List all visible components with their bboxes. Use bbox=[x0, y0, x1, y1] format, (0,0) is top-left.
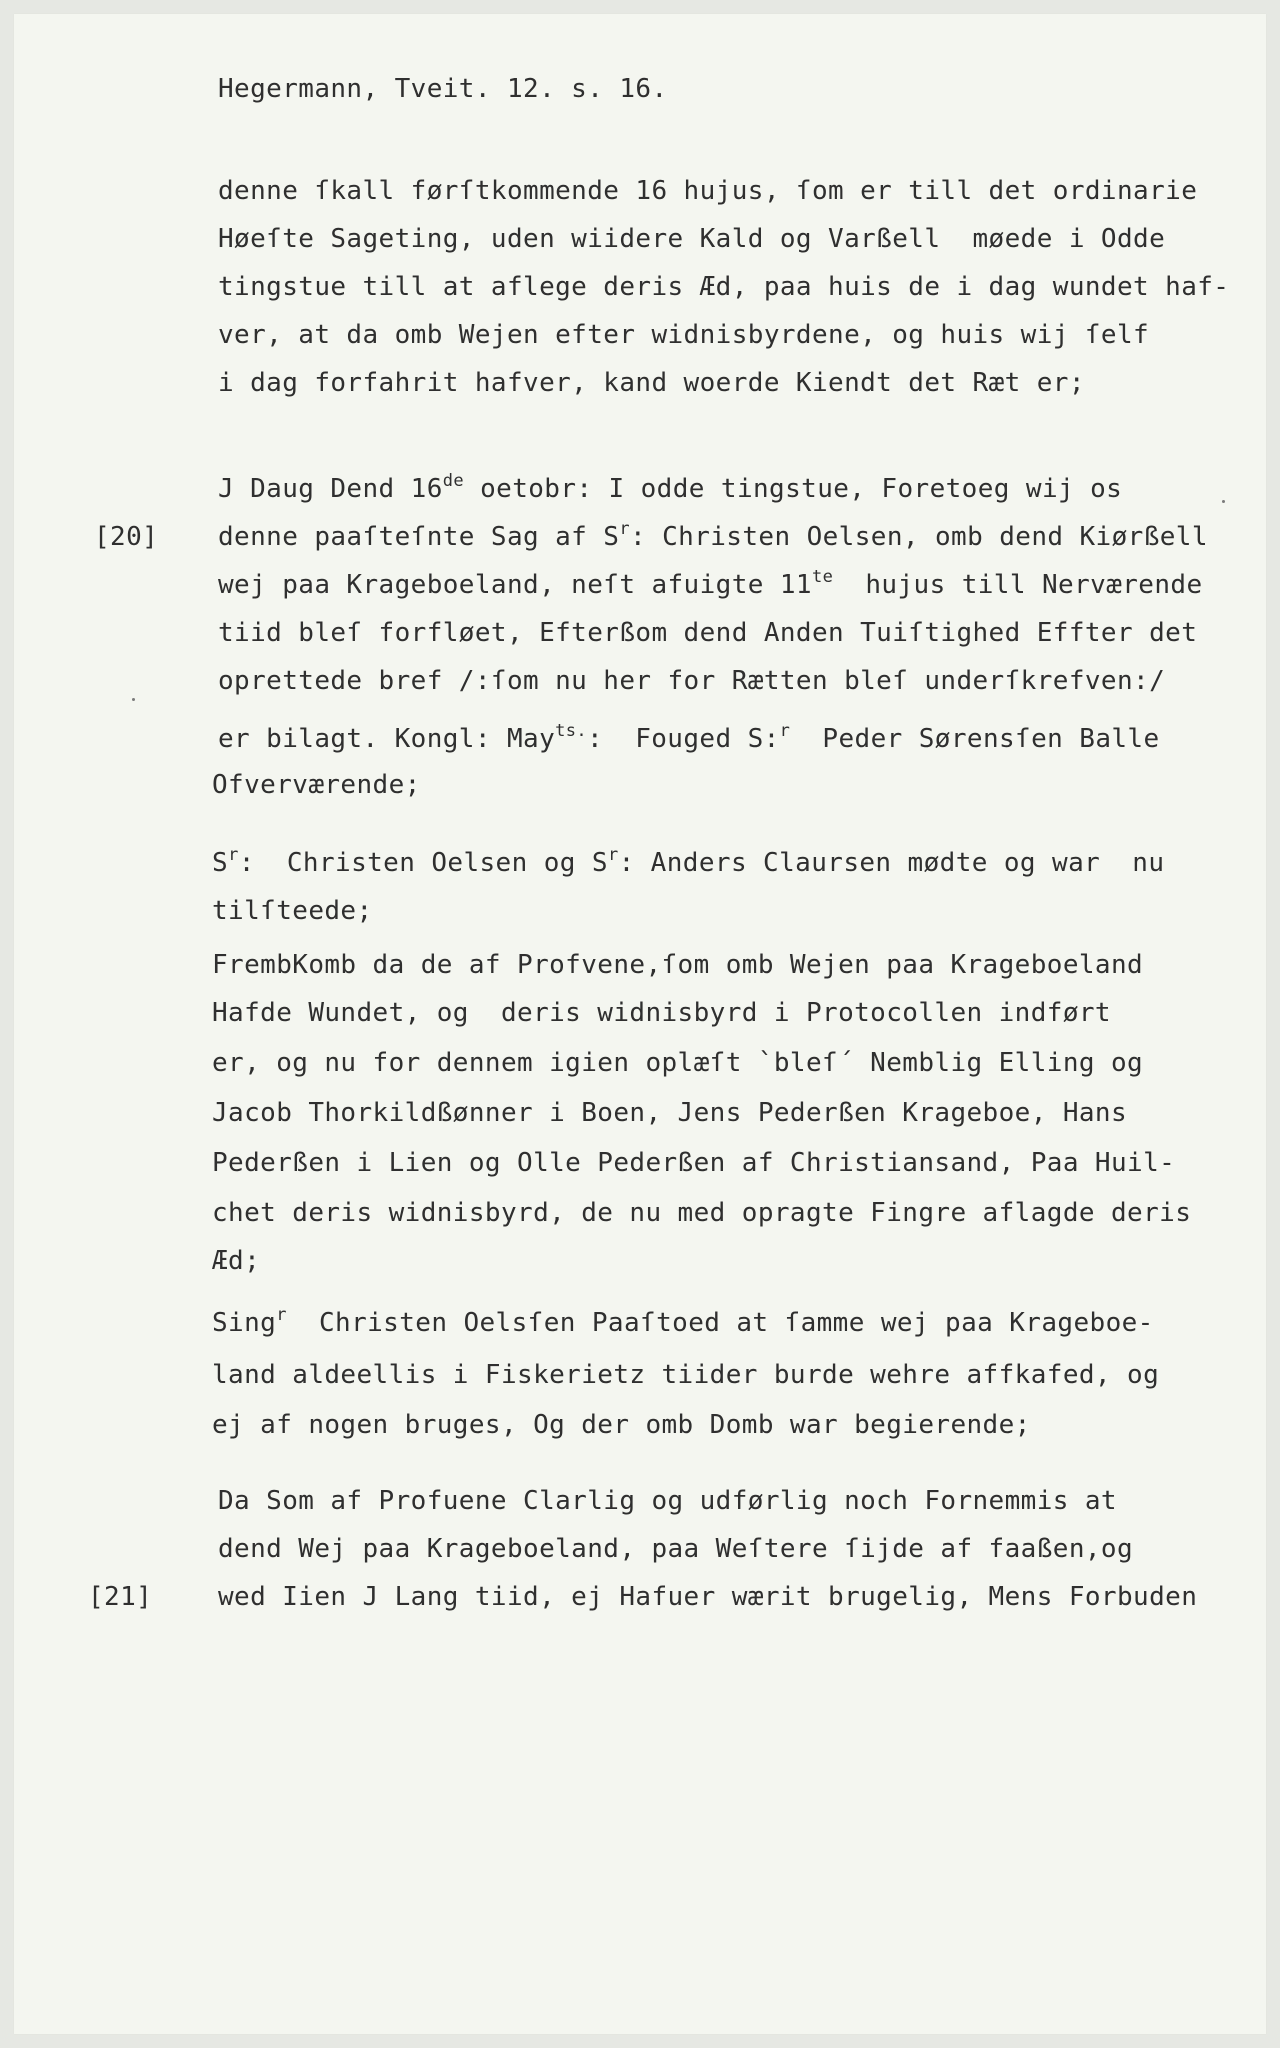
superscript: te bbox=[811, 567, 834, 587]
text-line: chet deris widnisbyrd, de nu med opragte Fingre aflagde deris bbox=[212, 1198, 1192, 1228]
superscript: r bbox=[779, 721, 791, 741]
text-line: dend Wej paa Krageboeland, paa Weſtere ſijde af faaßen,og bbox=[218, 1534, 1134, 1564]
text-line: Ofverværende; bbox=[212, 770, 421, 800]
superscript: r bbox=[619, 519, 630, 539]
page-header: Hegermann, Tveit. 12. s. 16. bbox=[218, 74, 668, 104]
text-line: Æd; bbox=[212, 1246, 261, 1276]
superscript: r bbox=[228, 845, 239, 865]
text-line: land aldeellis i Fiskerietz tiider burde wehre affkafed, og bbox=[212, 1360, 1160, 1390]
text-run: denne paaſteſnte Sag af S bbox=[218, 522, 620, 552]
text-line: er, og nu for dennem igien oplæſt `bleſ´ Nemblig Elling og bbox=[212, 1048, 1144, 1078]
text-run: wej paa Krageboeland, neſt afuigte 11 bbox=[218, 570, 812, 600]
text-line: ej af nogen bruges, Og der omb Domb war begierende; bbox=[212, 1410, 1031, 1440]
text-run: er bilagt. Kongl: May bbox=[218, 724, 556, 754]
text-run: S bbox=[212, 848, 229, 878]
superscript: de bbox=[442, 471, 465, 491]
text-line: tiid bleſ forfløet, Efterßom dend Anden Tuiſtighed Effter det bbox=[218, 618, 1198, 648]
text-run: : Fouged S: bbox=[587, 724, 780, 754]
text-line bbox=[218, 567, 1203, 600]
superscript: r bbox=[276, 1305, 287, 1325]
text-line: Jacob Thorkildßønner i Boen, Jens Pederßen Krageboe, Hans bbox=[212, 1098, 1128, 1128]
document-page bbox=[14, 14, 1266, 2034]
speck bbox=[1222, 500, 1225, 503]
text-run: Christen Oelsſen Paaſtoed at ſamme wej paa Krageboe- bbox=[286, 1308, 1154, 1338]
superscript: ts. bbox=[555, 721, 588, 741]
text-run: oetobr: I odde tingstue, Foretoeg wij os bbox=[464, 474, 1123, 504]
text-line bbox=[218, 519, 1208, 552]
text-line: oprettede bref /:ſom nu her for Rætten bleſ underſkrefven:/ bbox=[218, 666, 1166, 696]
margin-page-number: [20] bbox=[94, 522, 159, 552]
text-run: Peder Sørensſen Balle bbox=[790, 724, 1160, 754]
text-line: tilſteede; bbox=[212, 896, 373, 926]
text-run: hujus till Nerværende bbox=[833, 570, 1203, 600]
text-line: i dag forfahrit hafver, kand woerde Kiendt det Ræt er; bbox=[218, 368, 1085, 398]
text-line: ver, at da omb Wejen efter widnisbyrdene, og huis wij ſelf bbox=[218, 320, 1150, 350]
text-run: J Daug Dend 16 bbox=[218, 474, 443, 504]
text-line: Pederßen i Lien og Olle Pederßen af Christiansand, Paa Huil- bbox=[212, 1148, 1176, 1178]
superscript: r bbox=[607, 845, 619, 865]
text-line: wed Iien J Lang tiid, ej Hafuer wærit brugelig, Mens Forbuden bbox=[218, 1582, 1198, 1612]
speck bbox=[132, 698, 135, 701]
text-line bbox=[218, 721, 1160, 754]
text-run: : Christen Oelsen og S bbox=[238, 848, 608, 878]
text-line bbox=[218, 471, 1123, 504]
margin-page-number: [21] bbox=[88, 1582, 153, 1612]
text-line bbox=[212, 1305, 1154, 1338]
text-run: : Christen Oelsen, omb dend Kiørßell bbox=[629, 522, 1208, 552]
text-line: tingstue till at aflege deris Æd, paa huis de i dag wundet haf- bbox=[218, 272, 1230, 302]
text-run: Sing bbox=[212, 1308, 277, 1338]
text-line: Høeſte Sageting, uden wiidere Kald og Varßell møede i Odde bbox=[218, 224, 1166, 254]
text-line: denne ſkall førſtkommende 16 hujus, ſom er till det ordinarie bbox=[218, 176, 1198, 206]
text-line: FrembKomb da de af Profvene,ſom omb Wejen paa Krageboeland bbox=[212, 950, 1144, 980]
text-line: Da Som af Profuene Clarlig og udførlig noch Fornemmis at bbox=[218, 1486, 1117, 1516]
text-line: Hafde Wundet, og deris widnisbyrd i Protocollen indført bbox=[212, 998, 1111, 1028]
text-run: : Anders Claursen mødte og war nu bbox=[618, 848, 1165, 878]
text-line bbox=[212, 845, 1165, 878]
